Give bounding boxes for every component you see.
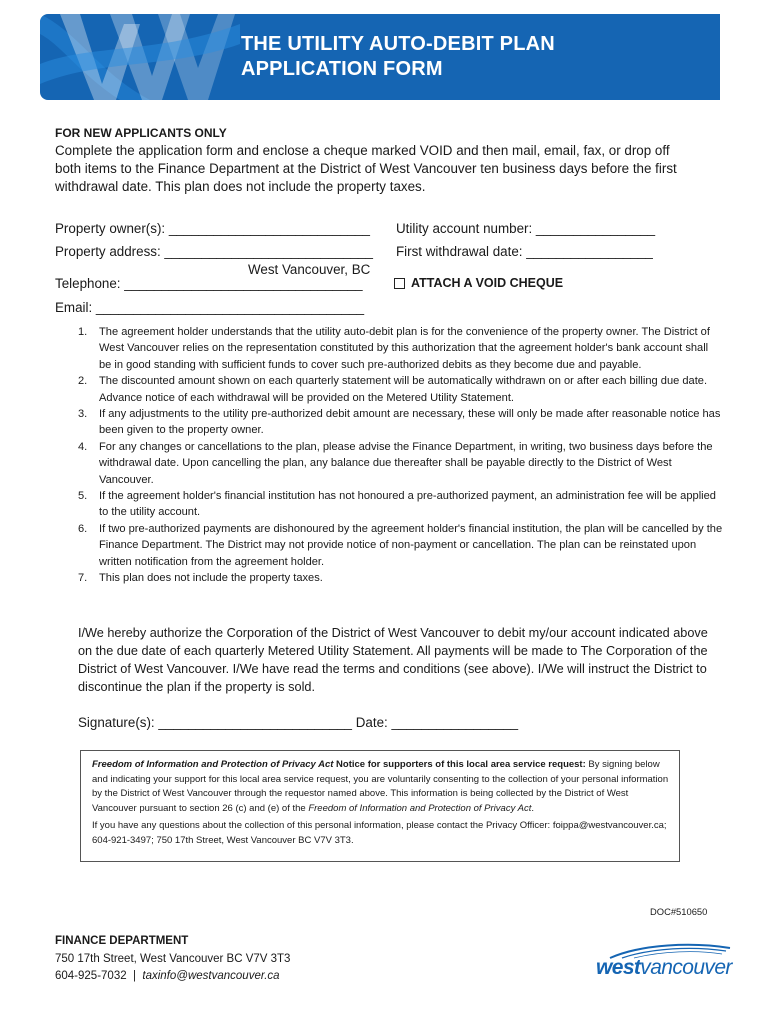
list-number: 6. <box>78 522 88 535</box>
list-text: For any changes or cancellations to the plan, please advise the Finance Department, in writing, two business days before the withdrawal date. Upon cancelling the plan, any balance due thereafter shall be payable directly to the District of West Vancouver. <box>99 440 713 486</box>
privacy-contact-paragraph <box>92 819 669 848</box>
page-title <box>241 32 555 82</box>
attach-void-cheque-checkbox[interactable] <box>394 276 563 290</box>
signature-field[interactable]: Signature(s): __________________________ <box>78 715 353 730</box>
list-item <box>78 373 723 406</box>
department-address: 750 17th Street, West Vancouver BC V7V 3T3 <box>55 952 291 965</box>
utility-account-field[interactable]: Utility account number: ________________ <box>396 221 656 236</box>
title-line-2: APPLICATION FORM <box>241 58 443 80</box>
section-subheading: FOR NEW APPLICANTS ONLY <box>55 126 227 140</box>
list-item <box>78 406 723 439</box>
logo-word-vancouver: vancouver <box>640 956 732 979</box>
list-item <box>78 439 723 488</box>
property-address-field[interactable]: Property address: ____________________________ <box>55 244 373 259</box>
property-owner-field[interactable]: Property owner(s): ___________________________ <box>55 221 370 236</box>
list-text: The discounted amount shown on each quarterly statement will be automatically withdrawn on or after each billing due date. Advance notice of each withdrawal will be provided on the Metered Utility Statement. <box>99 375 708 404</box>
intro-paragraph: Complete the application form and enclose a cheque marked VOID and then mail, email, fax, or drop off both items to the Finance Department at the District of West Vancouver ten business days before the first withdrawal date. This plan does not include the property taxes. <box>55 143 677 194</box>
date-field[interactable]: Date: _________________ <box>355 715 519 730</box>
list-number: 1. <box>78 326 88 338</box>
list-text: If the agreement holder's financial institution has not honoured a pre-authorized payment, an administration fee will be applied to the utility account. <box>99 490 716 519</box>
list-number: 2. <box>78 375 88 388</box>
list-text: If any adjustments to the utility pre-authorized debit amount are necessary, these will only be made after reasonable notice has been given to the property owner. <box>99 408 721 437</box>
list-text: The agreement holder understands that the utility auto-debit plan is for the convenience of the property owner. The District of West Vancouver relies on the representation constituted by this authorization that the agreement holder's bank account shall be in good standing with sufficient funds to cover such pre-authorized debits as they become due and payable. <box>99 326 710 371</box>
list-number: 4. <box>78 440 88 453</box>
act-name-inline: Freedom of Information and Protection of Privacy Act <box>308 802 532 814</box>
city-line: West Vancouver, BC <box>248 262 371 277</box>
notice-body-end: . <box>531 802 534 814</box>
list-text: If two pre-authorized payments are dishonoured by the agreement holder's financial institution, the plan will be cancelled by the Finance Department. The District may not provide notice of non-payment or cancellation. The plan can be reinstated upon written notification from the agreement holder. <box>99 522 723 568</box>
list-number: 7. <box>78 572 88 585</box>
list-number: 3. <box>78 408 88 421</box>
logo-wordmark <box>596 956 732 980</box>
list-item <box>78 488 723 521</box>
list-item <box>78 324 723 373</box>
attach-void-cheque-label: ATTACH A VOID CHEQUE <box>411 276 564 290</box>
terms-list <box>78 324 723 587</box>
telephone-field[interactable]: Telephone: ________________________________ <box>55 276 363 291</box>
list-number: 5. <box>78 490 88 503</box>
logo-word-west: west <box>596 956 641 979</box>
wave-logo-graphic <box>40 14 240 100</box>
signature-row <box>78 715 518 730</box>
checkbox-icon[interactable] <box>394 278 405 289</box>
title-line-1: THE UTILITY AUTO-DEBIT PLAN <box>241 33 555 55</box>
contact-line <box>55 968 290 986</box>
first-withdrawal-field[interactable]: First withdrawal date: _________________ <box>396 244 653 259</box>
finance-footer <box>55 933 290 986</box>
list-item <box>78 570 723 586</box>
act-name: Freedom of Information and Protection of Privacy Act <box>92 759 334 770</box>
west-vancouver-logo <box>592 942 732 988</box>
list-item <box>78 521 723 570</box>
header-banner <box>40 14 720 100</box>
notice-body: By signing below and indicating your support for this local area service request, you are voluntarily consenting to the collection of your personal information by the District of West Vancouver through the requestor named above. This information is being collected by the District of West Vancouver pursuant to section 26 (c) and (e) of the <box>92 759 669 814</box>
privacy-email-link[interactable]: foippa@westvancouver.ca <box>552 820 664 832</box>
authorization-paragraph: I/We hereby authorize the Corporation of the District of West Vancouver to debit my/our account indicated above on the due date of each quarterly Metered Utility Statement. All payments will be made to The Corporation of the District of West Vancouver. I/We have read the terms and conditions (see above). I/We will instruct the District to discontinue the plan if the property is sold. <box>78 626 708 694</box>
department-name: FINANCE DEPARTMENT <box>55 935 189 947</box>
document-number: DOC#510650 <box>650 906 708 917</box>
separator: | <box>133 970 137 982</box>
contact-intro: If you have any questions about the collection of this personal information, please contact the Privacy Officer: <box>92 820 553 832</box>
privacy-notice-box <box>80 750 680 862</box>
email-field[interactable]: Email: ____________________________________ <box>55 300 365 315</box>
privacy-notice-paragraph <box>92 758 669 816</box>
list-text: This plan does not include the property taxes. <box>99 572 323 585</box>
department-phone: 604-925-7032 <box>55 970 127 982</box>
notice-heading: Notice for supporters of this local area service request: <box>333 759 586 770</box>
department-email-link[interactable]: taxinfo@westvancouver.ca <box>142 970 280 982</box>
contact-details: ; 604-921-3497; 750 17th Street, West Vancouver BC V7V 3T3. <box>92 820 667 846</box>
